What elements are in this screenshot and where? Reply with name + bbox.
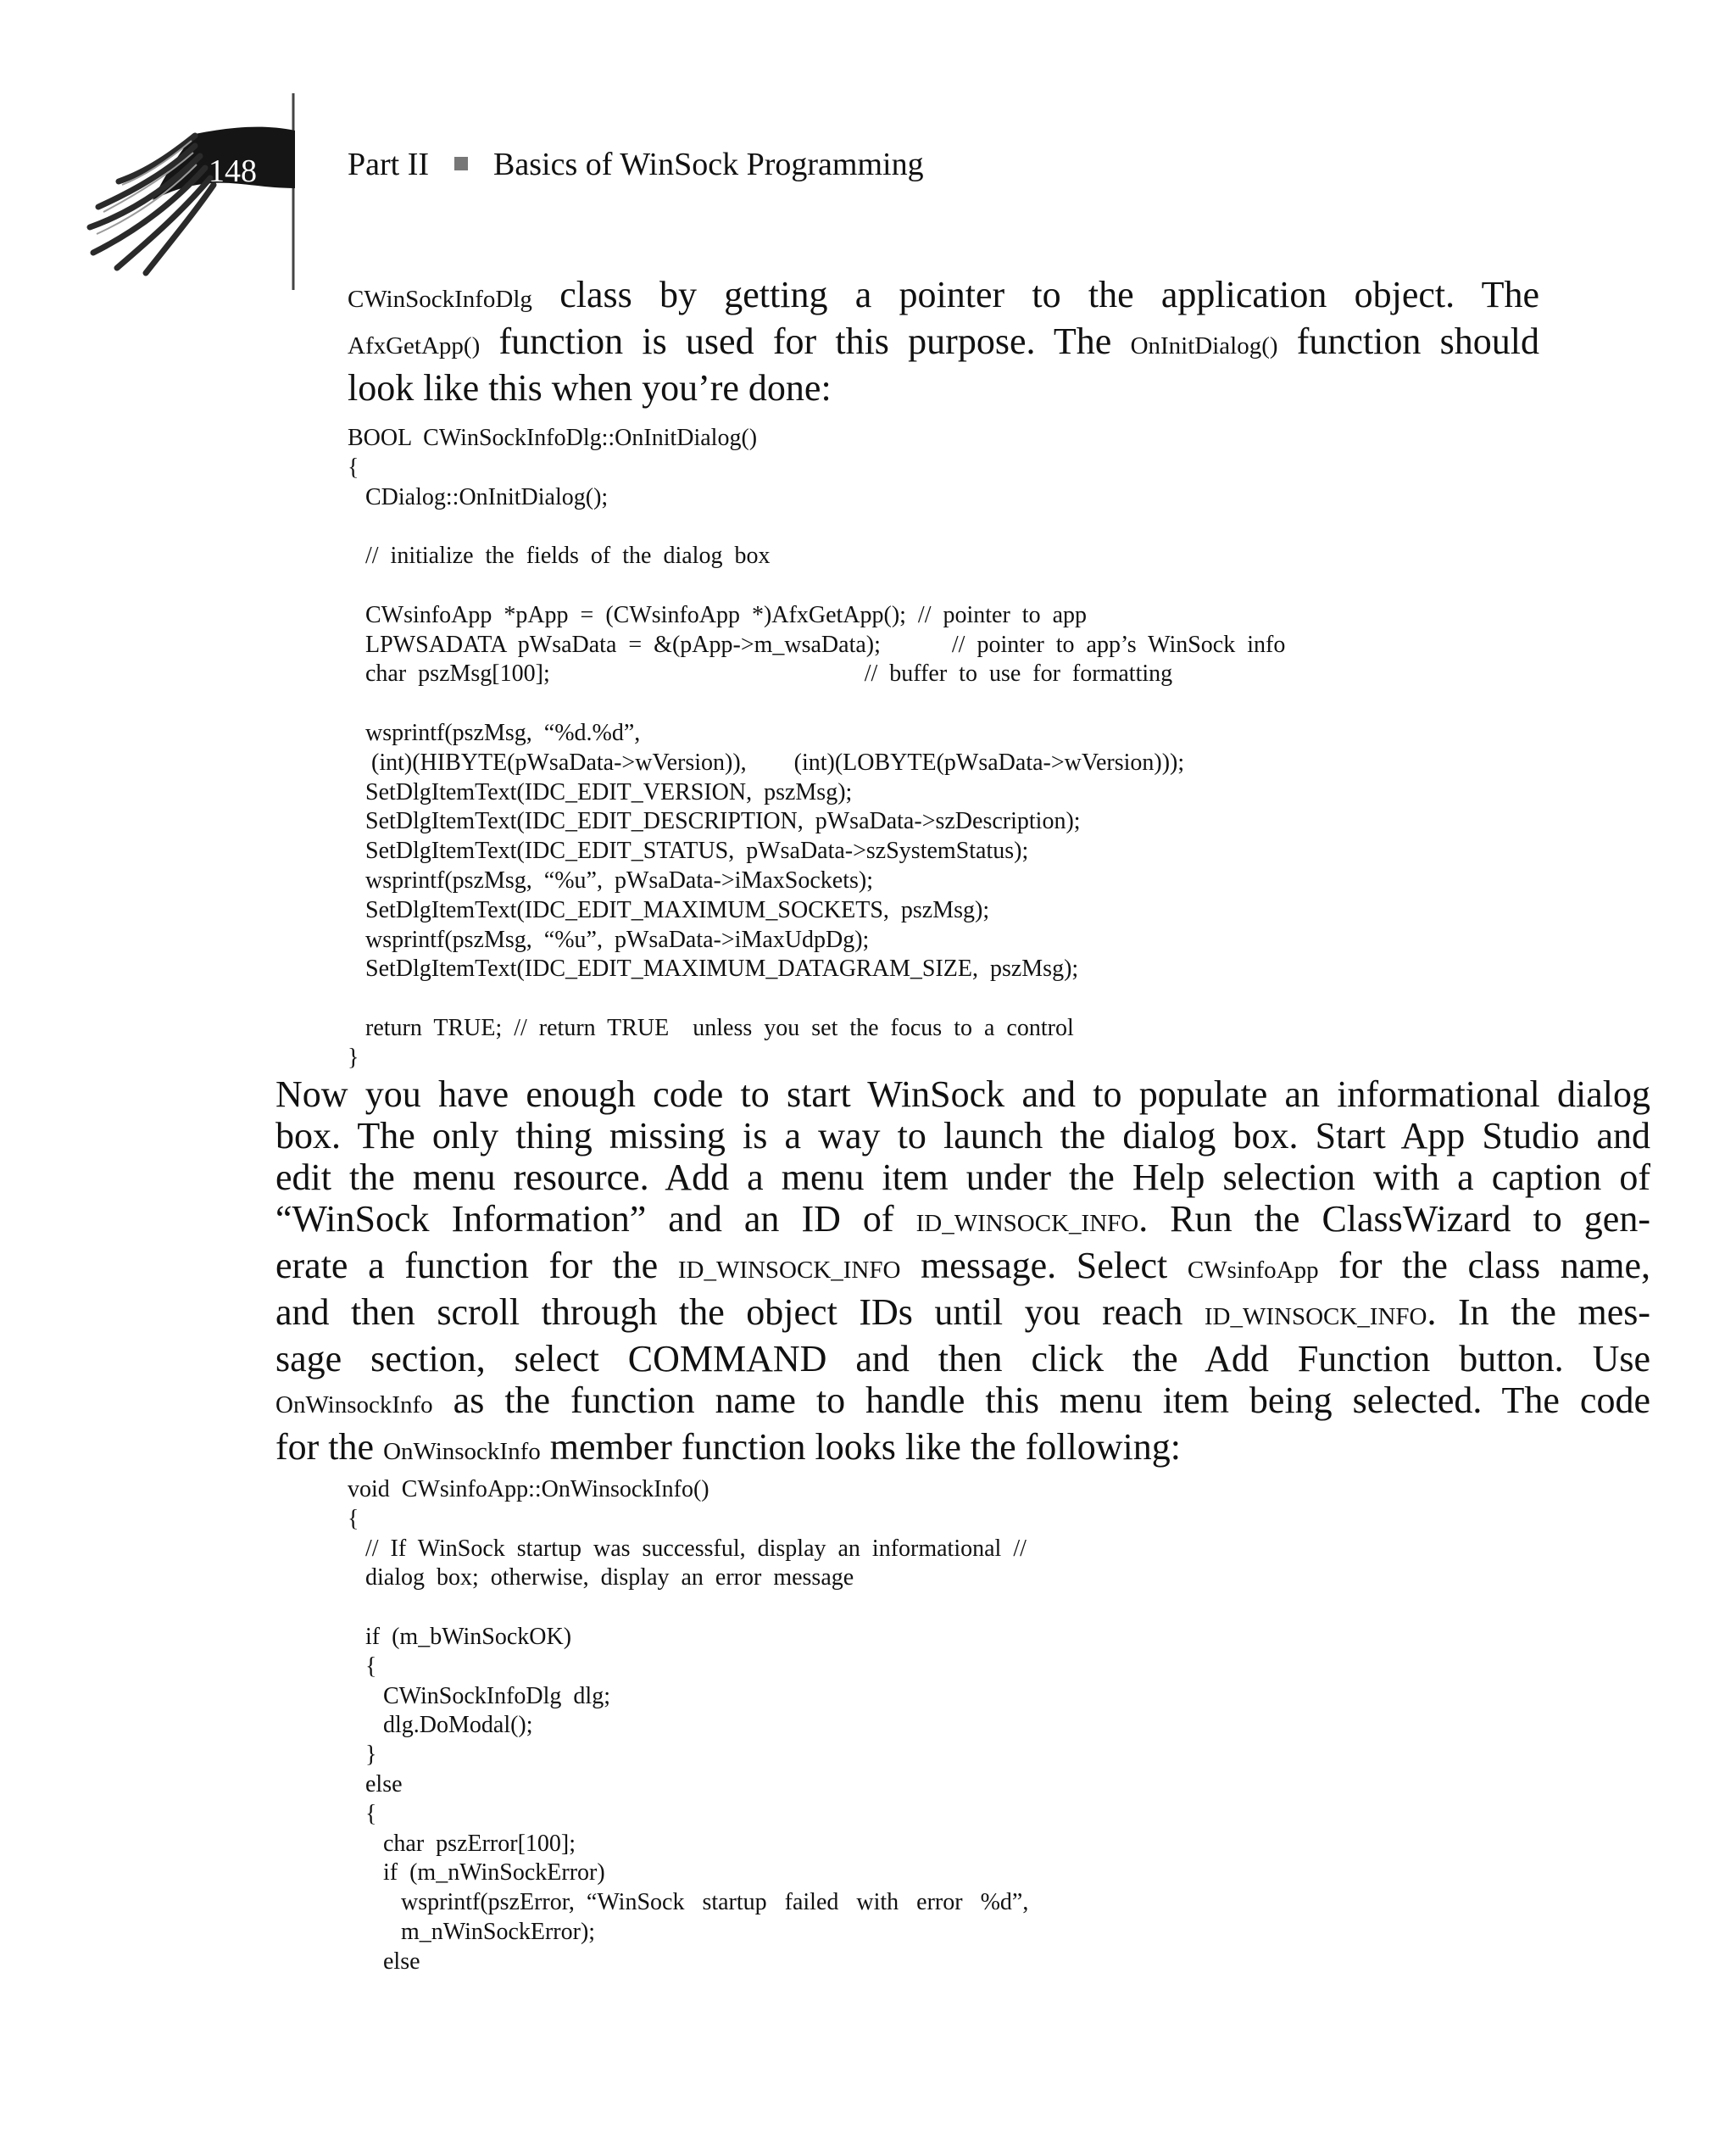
- code-listing-oninitdialog: [348, 424, 1285, 1073]
- inline-code: ID_WINSOCK_INFO: [677, 1257, 901, 1284]
- code-line: // If WinSock startup was successful, display an informational //: [348, 1535, 1027, 1562]
- code-line: {: [348, 454, 359, 481]
- inline-code: CWinSockInfoDlg: [348, 286, 532, 313]
- code-listing-onwinsockinfo: [348, 1475, 1028, 1977]
- text-line: OnWinsockInfo as the function name to handle this menu item being selected. The code: [275, 1379, 1650, 1421]
- intro-paragraph: [348, 274, 1539, 409]
- text-line: look like this when you’re done:: [348, 367, 832, 409]
- code-line: {: [348, 1652, 377, 1680]
- body-paragraph: [275, 1073, 1650, 1473]
- code-line: // initialize the fields of the dialog box: [348, 543, 771, 570]
- inline-code: OnWinsockInfo: [383, 1438, 541, 1465]
- code-line: if (m_nWinSockError): [348, 1859, 605, 1887]
- code-line: CWsinfoApp *pApp = (CWsinfoApp *)AfxGetApp(); // pointer to app: [348, 601, 1088, 628]
- text-line: CWinSockInfoDlg class by getting a pointer to the application object. The: [348, 274, 1539, 315]
- text-line: for the OnWinsockInfo member function looks like the following:: [275, 1426, 1181, 1468]
- code-line: SetDlgItemText(IDC_EDIT_MAXIMUM_DATAGRAM_SIZE, pszMsg);: [348, 956, 1079, 983]
- text-line: erate a function for the ID_WINSOCK_INFO message. Select CWsinfoApp for the class name,: [275, 1245, 1650, 1286]
- page-number: 148: [209, 153, 257, 189]
- code-line: }: [348, 1742, 377, 1769]
- code-line: if (m_bWinSockOK): [348, 1623, 572, 1650]
- separator-square-icon: [454, 157, 468, 170]
- code-line: SetDlgItemText(IDC_EDIT_STATUS, pWsaData->szSystemStatus);: [348, 838, 1029, 865]
- code-line: {: [348, 1800, 377, 1827]
- inline-code: OnWinsockInfo: [275, 1391, 433, 1418]
- code-line: (int)(HIBYTE(pWsaData->wVersion)), (int)(LOBYTE(pWsaData->wVersion)));: [348, 749, 1185, 776]
- code-line: char pszError[100];: [348, 1830, 576, 1857]
- text-line: AfxGetApp() function is used for this purpose. The OnInitDialog() function should: [348, 320, 1539, 362]
- text-line: Now you have enough code to start WinSock and to populate an informational dialog: [275, 1073, 1650, 1115]
- running-head: [348, 146, 924, 183]
- section-title: Basics of WinSock Programming: [493, 147, 924, 182]
- code-line: SetDlgItemText(IDC_EDIT_MAXIMUM_SOCKETS, pszMsg);: [348, 896, 990, 923]
- code-line: void CWsinfoApp::OnWinsockInfo(): [348, 1476, 709, 1502]
- code-line: wsprintf(pszMsg, “%d.%d”,: [348, 719, 641, 746]
- part-label: Part II: [348, 147, 430, 182]
- inline-code: AfxGetApp(): [348, 332, 481, 359]
- publisher-logo-icon: [68, 93, 322, 297]
- code-line: }: [348, 1044, 359, 1071]
- code-line: CWinSockInfoDlg dlg;: [348, 1682, 610, 1709]
- code-line: m_nWinSockError);: [348, 1918, 596, 1945]
- inline-code: ID_WINSOCK_INFO: [915, 1210, 1139, 1237]
- code-line: wsprintf(pszMsg, “%u”, pWsaData->iMaxSockets);: [348, 867, 873, 894]
- code-line: wsprintf(pszMsg, “%u”, pWsaData->iMaxUdpDg);: [348, 926, 870, 953]
- code-line: BOOL CWinSockInfoDlg::OnInitDialog(): [348, 425, 758, 451]
- inline-code: OnInitDialog(): [1130, 332, 1278, 359]
- inline-code: ID_WINSOCK_INFO: [1204, 1303, 1427, 1330]
- code-line: SetDlgItemText(IDC_EDIT_DESCRIPTION, pWsaData->szDescription);: [348, 808, 1081, 835]
- text-line: “WinSock Information” and an ID of ID_WINSOCK_INFO. Run the ClassWizard to gen-: [275, 1198, 1650, 1240]
- text-line: and then scroll through the object IDs until you reach ID_WINSOCK_INFO. In the mes-: [275, 1291, 1650, 1333]
- code-line: LPWSADATA pWsaData = &(pApp->m_wsaData); // pointer to app’s WinSock info: [348, 631, 1286, 658]
- code-line: dialog box; otherwise, display an error message: [348, 1564, 854, 1591]
- code-line: wsprintf(pszError, “WinSock startup failed with error %d”,: [348, 1889, 1029, 1916]
- text-line: box. The only thing missing is a way to launch the dialog box. Start App Studio and: [275, 1115, 1650, 1156]
- code-line: char pszMsg[100]; // buffer to use for formatting: [348, 660, 1173, 688]
- page-header: [0, 0, 1736, 288]
- code-line: return TRUE; // return TRUE unless you set the focus to a control: [348, 1014, 1074, 1041]
- text-line: edit the menu resource. Add a menu item under the Help selection with a caption of: [275, 1156, 1650, 1198]
- code-line: {: [348, 1505, 359, 1532]
- code-line: else: [348, 1948, 420, 1975]
- code-line: CDialog::OnInitDialog();: [348, 483, 609, 510]
- code-line: dlg.DoModal();: [348, 1712, 533, 1739]
- inline-code: CWsinfoApp: [1187, 1257, 1319, 1284]
- code-line: SetDlgItemText(IDC_EDIT_VERSION, pszMsg);: [348, 778, 853, 805]
- code-line: else: [348, 1770, 403, 1797]
- text-line: sage section, select COMMAND and then click the Add Function button. Use: [275, 1338, 1650, 1379]
